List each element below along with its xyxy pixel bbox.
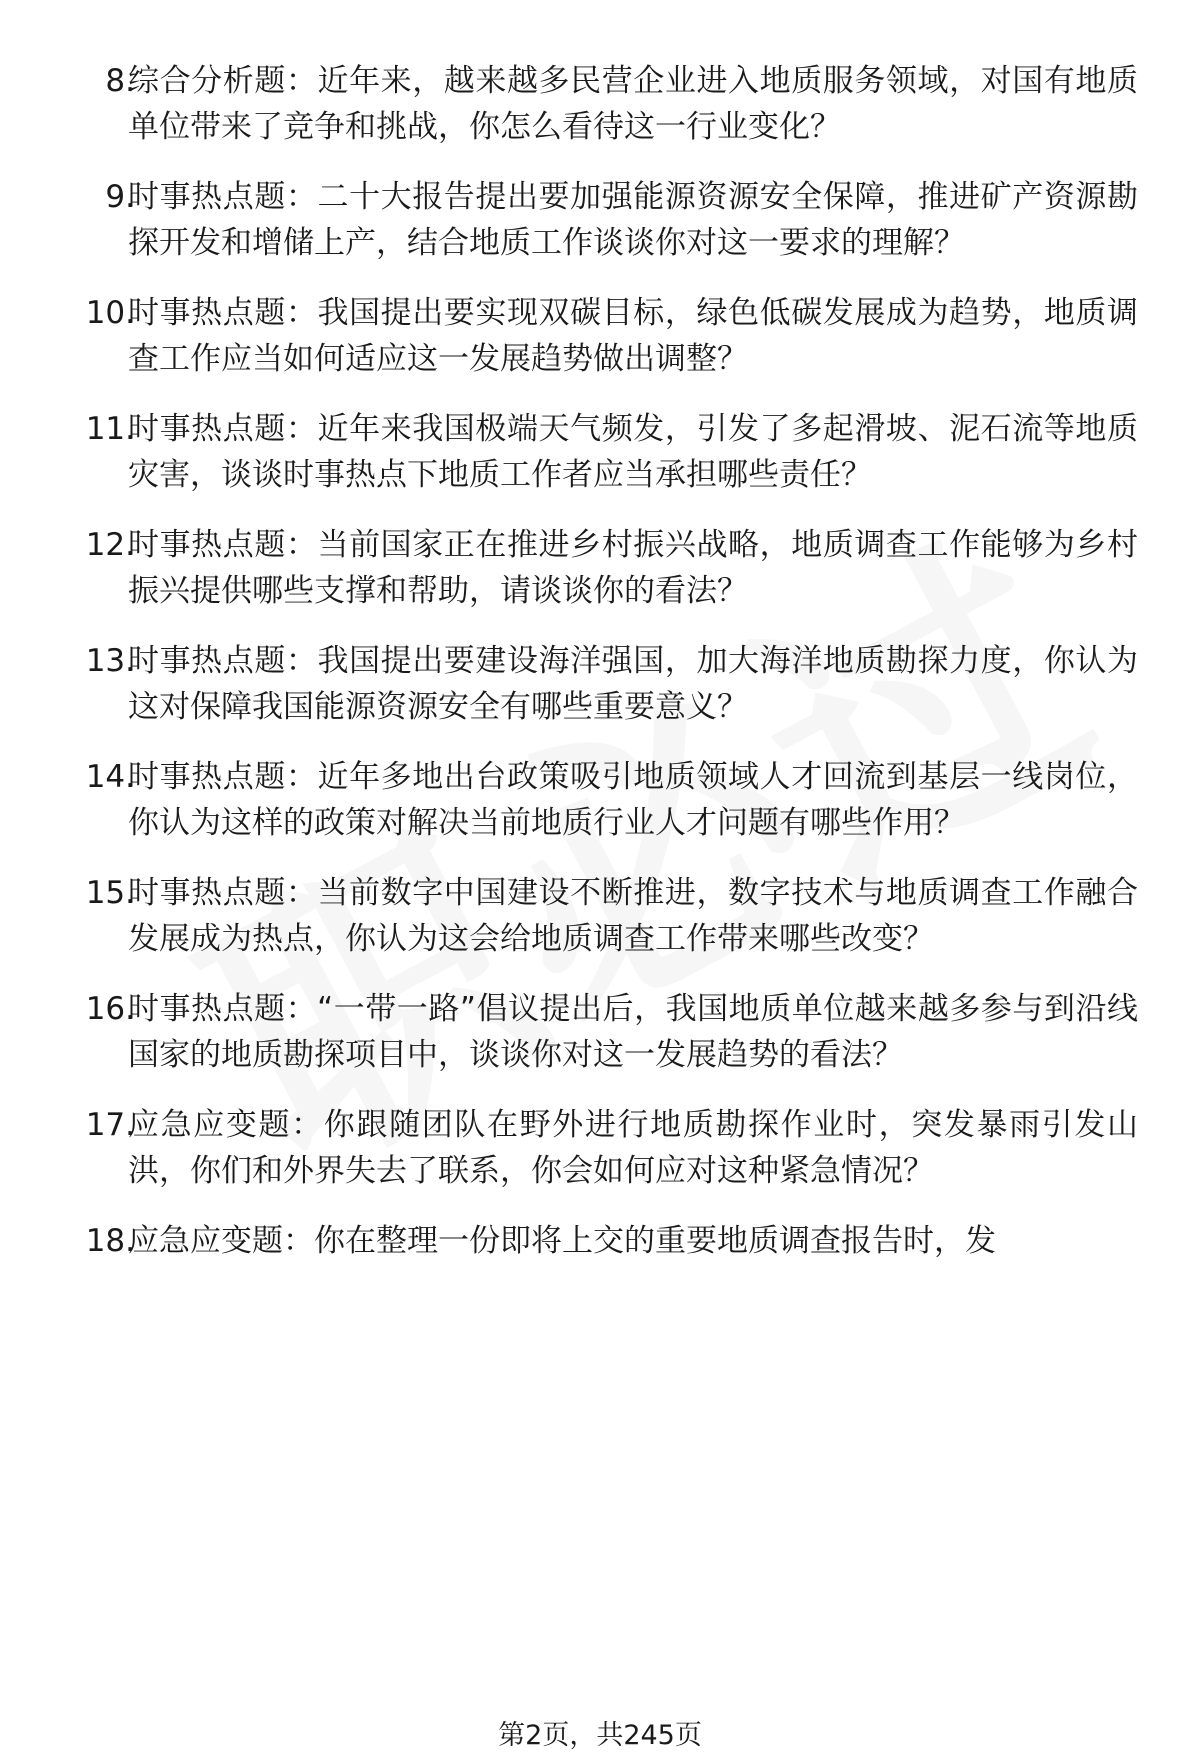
question-number: 8. bbox=[105, 63, 135, 99]
page-footer: 第2页，共245页 bbox=[498, 1720, 702, 1751]
question-number: 13. bbox=[85, 643, 135, 679]
question-text: 时事热点题：我国提出要实现双碳目标，绿色低碳发展成为趋势，地质调查工作应当如何适应这一发展趋势做出调整？ bbox=[128, 295, 1138, 377]
question-number: 9. bbox=[105, 179, 135, 215]
question-list bbox=[0, 58, 1200, 1288]
question-text: 时事热点题：当前数字中国建设不断推进，数字技术与地质调查工作融合发展成为热点，你认为这会给地质调查工作带来哪些改变？ bbox=[128, 875, 1138, 957]
question-number: 15. bbox=[85, 875, 135, 911]
question-item bbox=[0, 290, 1200, 382]
question-number: 14. bbox=[85, 759, 135, 795]
question-number: 10. bbox=[85, 295, 135, 331]
question-text: 时事热点题：我国提出要建设海洋强国，加大海洋地质勘探力度，你认为这对保障我国能源资源安全有哪些重要意义？ bbox=[128, 643, 1138, 725]
question-text: 时事热点题：“一带一路”倡议提出后，我国地质单位越来越多参与到沿线国家的地质勘探项目中，谈谈你对这一发展趋势的看法？ bbox=[128, 991, 1138, 1073]
question-text: 应急应变题：你在整理一份即将上交的重要地质调查报告时，发 bbox=[128, 1223, 996, 1259]
question-number: 18. bbox=[85, 1223, 135, 1259]
question-number: 17. bbox=[85, 1107, 135, 1143]
question-text: 时事热点题：近年多地出台政策吸引地质领域人才回流到基层一线岗位，你认为这样的政策对解决当前地质行业人才问题有哪些作用？ bbox=[128, 759, 1138, 841]
question-text: 应急应变题：你跟随团队在野外进行地质勘探作业时，突发暴雨引发山洪，你们和外界失去了联系，你会如何应对这种紧急情况？ bbox=[128, 1107, 1138, 1189]
question-item bbox=[0, 870, 1200, 962]
question-number: 16. bbox=[85, 991, 135, 1027]
question-text: 时事热点题：近年来我国极端天气频发，引发了多起滑坡、泥石流等地质灾害，谈谈时事热点下地质工作者应当承担哪些责任？ bbox=[128, 411, 1138, 493]
question-item bbox=[0, 986, 1200, 1078]
question-item bbox=[0, 1102, 1200, 1194]
question-text: 时事热点题：当前国家正在推进乡村振兴战略，地质调查工作能够为乡村振兴提供哪些支撑和帮助，请谈谈你的看法？ bbox=[128, 527, 1138, 609]
question-item bbox=[0, 754, 1200, 846]
question-item bbox=[0, 174, 1200, 266]
question-text: 时事热点题：二十大报告提出要加强能源资源安全保障，推进矿产资源勘探开发和增储上产，结合地质工作谈谈你对这一要求的理解？ bbox=[128, 179, 1138, 261]
question-number: 11. bbox=[85, 411, 135, 447]
question-item bbox=[0, 522, 1200, 614]
question-item bbox=[0, 638, 1200, 730]
question-item bbox=[0, 406, 1200, 498]
question-text: 综合分析题：近年来，越来越多民营企业进入地质服务领域，对国有地质单位带来了竞争和挑战，你怎么看待这一行业变化？ bbox=[128, 63, 1138, 145]
question-item bbox=[0, 1218, 1200, 1264]
question-number: 12. bbox=[85, 527, 135, 563]
question-item bbox=[0, 58, 1200, 150]
